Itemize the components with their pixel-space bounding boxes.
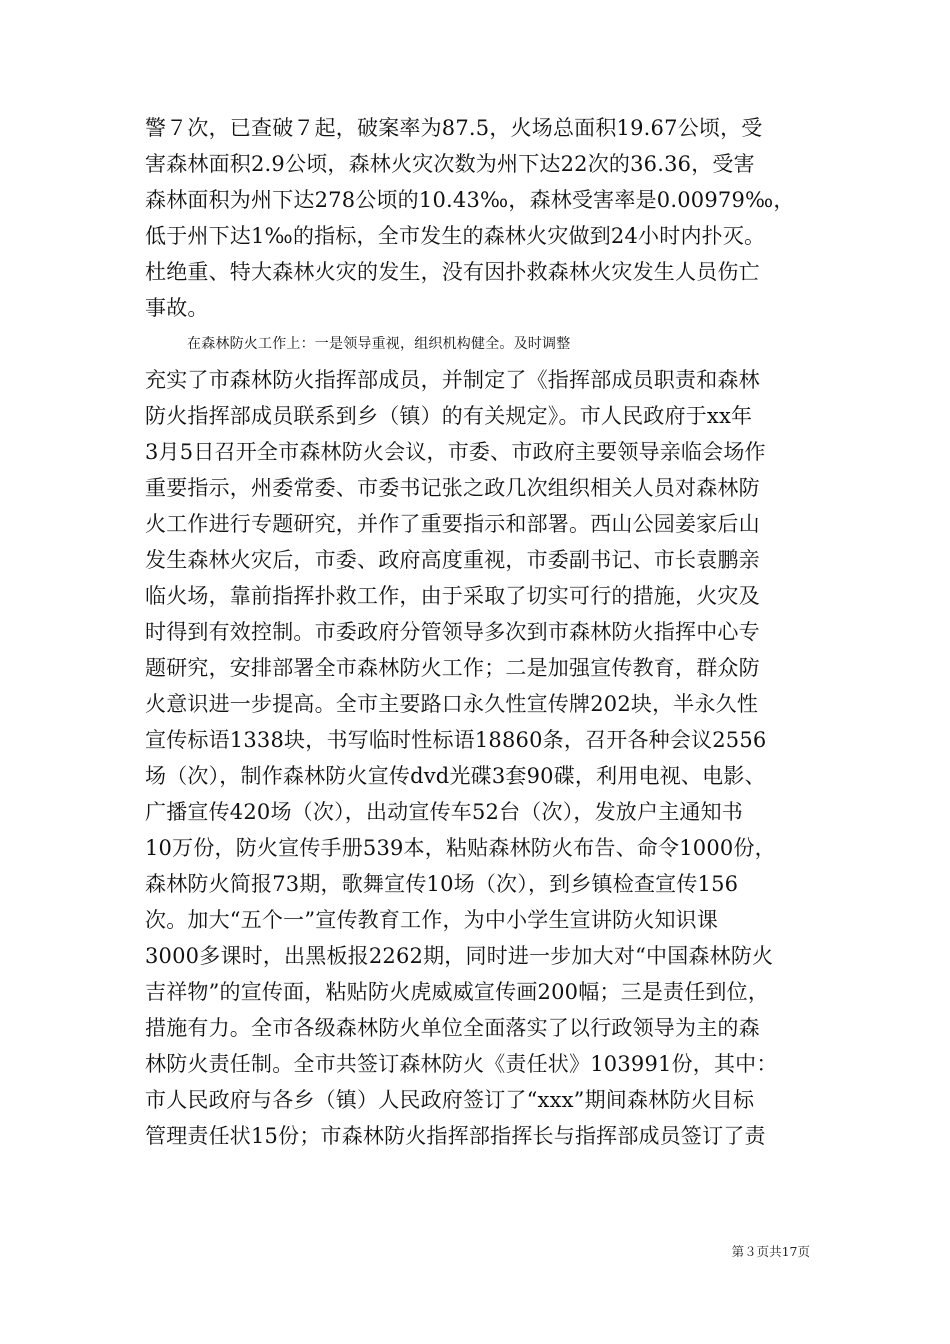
paragraph-line: 害森林面积2.9公顷，森林火灾次数为州下达22次的36.36，受害 xyxy=(145,152,755,176)
paragraph-line: 森林防火简报73期，歌舞宣传10场（次），到乡镇检查宣传156 xyxy=(145,872,739,896)
paragraph-line: 火意识进一步提高。全市主要路口永久性宣传牌202块，半永久性 xyxy=(145,692,759,716)
paragraph-line: 广播宣传420场（次），出动宣传车52台（次），发放户主通知书 xyxy=(145,800,744,824)
paragraph-line: 充实了市森林防火指挥部成员，并制定了《指挥部成员职责和森林 xyxy=(145,368,760,392)
paragraph-line: 在森林防火工作上：一是领导重视，组织机构健全。及时调整 xyxy=(187,336,571,352)
paragraph-line: 市人民政府与各乡（镇）人民政府签订了“xxx”期间森林防火目标 xyxy=(145,1088,755,1112)
paragraph-line: 10万份，防火宣传手册539本，粘贴森林防火布告、命令1000份， xyxy=(145,836,776,860)
paragraph-line: 警７次，已查破７起，破案率为87.5，火场总面积19.67公顷，受 xyxy=(145,116,763,140)
paragraph-line: 杜绝重、特大森林火灾的发生，没有因扑救森林火灾发生人员伤亡 xyxy=(145,260,760,284)
paragraph-line: 管理责任状15份；市森林防火指挥部指挥长与指挥部成员签订了责 xyxy=(145,1124,766,1148)
paragraph-line: 场（次），制作森林防火宣传dvd光碟3套90碟，利用电视、电影、 xyxy=(145,764,766,788)
paragraph-line: 火工作进行专题研究，并作了重要指示和部署。西山公园姜家后山 xyxy=(145,512,760,536)
paragraph-line: 3月5日召开全市森林防火会议，市委、市政府主要领导亲临会场作 xyxy=(145,440,766,464)
paragraph-line: 措施有力。全市各级森林防火单位全面落实了以行政领导为主的森 xyxy=(145,1016,760,1040)
paragraph-line: 吉祥物”的宣传面，粘贴防火虎威威宣传画200幅；三是责任到位， xyxy=(145,980,770,1004)
paragraph-line: 事故。 xyxy=(145,296,209,320)
paragraph-line: 题研究，安排部署全市森林防火工作；二是加强宣传教育，群众防 xyxy=(145,656,760,680)
paragraph-line: 重要指示，州委常委、市委书记张之政几次组织相关人员对森林防 xyxy=(145,476,760,500)
page-number-footer: 第３页共17页 xyxy=(731,1244,810,1259)
paragraph-line: 防火指挥部成员联系到乡（镇）的有关规定》。市人民政府于xx年 xyxy=(145,404,753,428)
paragraph-line: 时得到有效控制。市委政府分管领导多次到市森林防火指挥中心专 xyxy=(145,620,760,644)
paragraph-line: 林防火责任制。全市共签订森林防火《责任状》103991份，其中： xyxy=(145,1052,778,1076)
paragraph-line: 宣传标语1338块，书写临时性标语18860条，召开各种会议2556 xyxy=(145,728,767,752)
paragraph-line: 低于州下达1‰的指标，全市发生的森林火灾做到24小时内扑灭。 xyxy=(145,224,766,248)
paragraph-line: 森林面积为州下达278公顷的10.43‰，森林受害率是0.00979‰， xyxy=(145,188,795,212)
paragraph-line: 发生森林火灾后，市委、政府高度重视，市委副书记、市长袁鹏亲 xyxy=(145,548,760,572)
paragraph-line: 3000多课时，出黑板报2262期，同时进一步加大对“中国森林防火 xyxy=(145,944,774,968)
paragraph-line: 次。加大“五个一”宣传教育工作，为中小学生宣讲防火知识课 xyxy=(145,908,719,932)
paragraph-line: 临火场，靠前指挥扑救工作，由于采取了切实可行的措施，火灾及 xyxy=(145,584,760,608)
